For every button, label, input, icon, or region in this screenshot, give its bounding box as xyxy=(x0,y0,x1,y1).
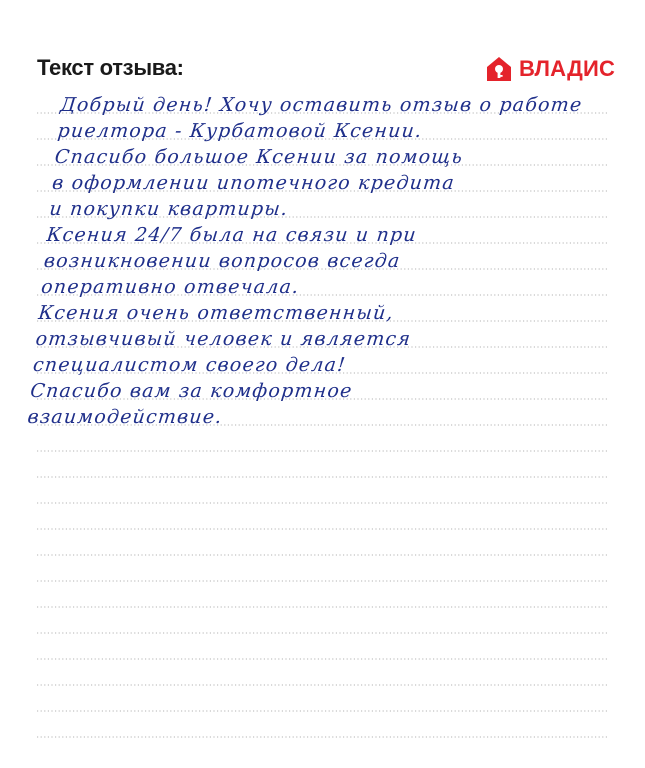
review-line: отзывчивый человек и является xyxy=(34,328,413,350)
review-line: возникновении вопросов всегда xyxy=(42,250,402,272)
review-line: и покупки квартиры. xyxy=(48,198,290,220)
review-line: Добрый день! Хочу оставить отзыв о работе xyxy=(59,94,584,116)
review-line: специалистом своего дела! xyxy=(31,354,348,376)
review-line: оперативно отвечала. xyxy=(40,276,301,298)
page-title: Текст отзыва: xyxy=(37,55,184,80)
review-line: риелтора - Курбатовой Ксении. xyxy=(56,120,424,142)
review-line: в оформлении ипотечного кредита xyxy=(51,172,457,194)
header xyxy=(0,0,645,100)
review-line: Спасибо вам за комфортное xyxy=(29,380,354,402)
review-line: Спасибо большое Ксении за помощь xyxy=(53,146,465,168)
handwritten-review xyxy=(26,92,622,430)
review-line: Ксения очень ответственный, xyxy=(37,302,395,324)
brand-name: ВЛАДИС xyxy=(519,56,616,81)
review-line: Ксения 24/7 была на связи и при xyxy=(45,224,419,246)
brand-logo xyxy=(485,54,615,84)
house-key-icon xyxy=(485,55,513,83)
review-line: взаимодействие. xyxy=(26,406,224,428)
